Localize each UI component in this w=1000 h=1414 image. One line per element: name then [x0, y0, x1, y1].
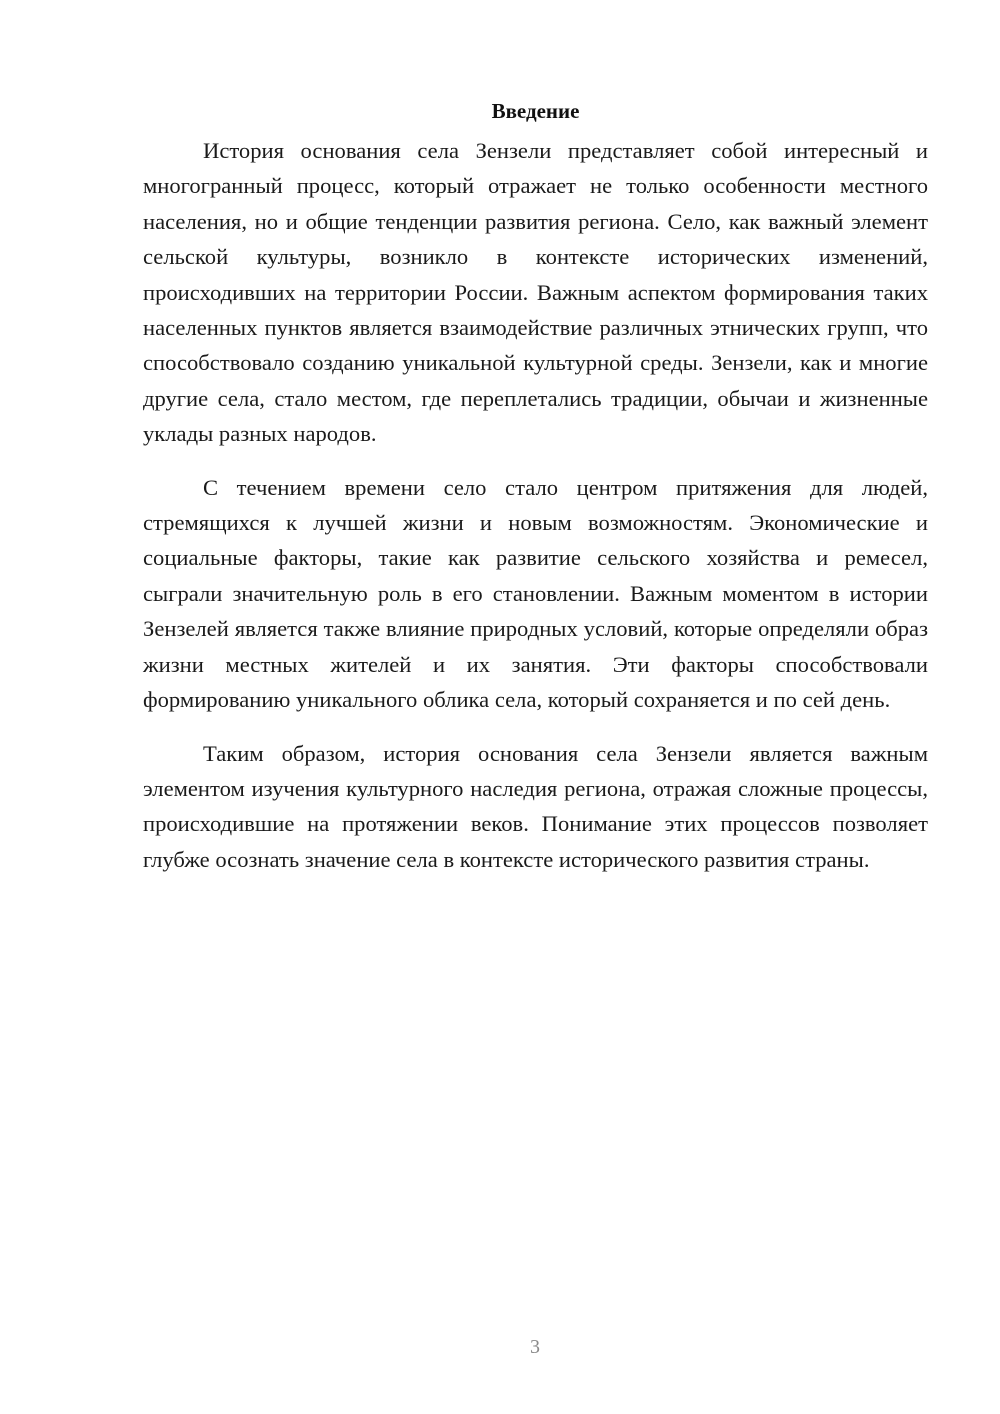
paragraph-2: С течением времени село стало центром притяжения для людей, стремящихся к лучшей жизни и новым возможностям. Экономические и социальные факторы, такие как развитие сельского хозяйства и ремесел, сыграли значительную роль в его становлении. Важным моментом в истории Зензелей является также влияние природных условий, которые определяли образ жизни местных жителей и их занятия. Эти факторы способствовали формированию уникального облика села, который сохраняется и по сей день.: [143, 474, 928, 713]
paragraph-3: Таким образом, история основания села Зензели является важным элементом изучения культурного наследия региона, отражая сложные процессы, происходившие на протяжении веков. Понимание этих процессов позволяет глубже осознать значение села в контексте исторического развития страны.: [143, 740, 928, 872]
section-heading: Введение: [491, 99, 580, 123]
page-number: 3: [530, 1336, 540, 1358]
page-content: [143, 95, 928, 895]
paragraph-1: История основания села Зензели представляет собой интересный и многогранный процесс, который отражает не только особенности местного населения, но и общие тенденции развития региона. Село, как важный элемент сельской культуры, возникло в контексте исторических изменений, происходивших на территории России. Важным аспектом формирования таких населенных пунктов является взаимодействие различных этнических групп, что способствовало созданию уникальной культурной среды. Зензели, как и многие другие села, стало местом, где переплетались традиции, обычаи и жизненные уклады разных народов.: [143, 138, 928, 447]
